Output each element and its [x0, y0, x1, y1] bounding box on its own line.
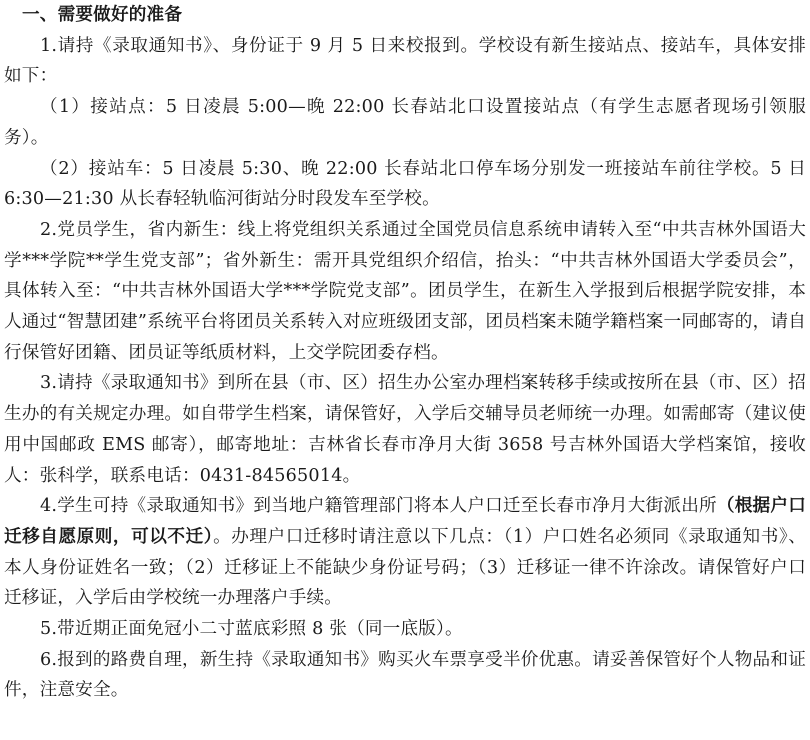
document-body	[4, 0, 806, 706]
item-4-text-start: 4.学生可持《录取通知书》到当地户籍管理部门将本人户口迁至长春市净月大街派出所	[40, 496, 717, 517]
item-6-travel-safety: 6.报到的路费自理，新生持《录取通知书》购买火车票享受半价优惠。请妥善保管好个人物品和证件，注意安全。	[4, 649, 806, 701]
item-1-arrival: 1.请持《录取通知书》、身份证于 9 月 5 日来校报到。学校设有新生接站点、接站车，具体安排如下：	[4, 35, 806, 87]
item-4-bold-note: （根据户口迁移自愿原则，可以不迁）	[4, 496, 806, 547]
item-1-shuttle-bus: （2）接站车：5 日凌晨 5:30、晚 22:00 长春站北口停车场分别发一班接站车前往学校。5 日 6:30—21:30 从长春轻轨临河街站分时段发车至学校。	[4, 158, 806, 210]
item-4-household-registration	[4, 491, 806, 614]
item-3-student-file: 3.请持《录取通知书》到所在县（市、区）招生办公室办理档案转移手续或按所在县（市、区）招生办的有关规定办理。如自带学生档案，请保管好，入学后交辅导员老师统一办理。如需邮寄（建议使用中国邮政 EMS 邮寄），邮寄地址：吉林省长春市净月大街 3658 号吉林外国语大学档案馆，接收人：张科学，联系电话：0431-84565014。	[4, 373, 806, 486]
item-5-photos: 5.带近期正面免冠小二寸蓝底彩照 8 张（同一底版）。	[40, 619, 463, 640]
item-2-party-league-transfer: 2.党员学生，省内新生：线上将党组织关系通过全国党员信息系统申请转入至“中共吉林外国语大学***学院**学生党支部”；省外新生：需开具党组织介绍信，抬头：“中共吉林外国语大学委员会”，具体转入至：“中共吉林外国语大学***学院党支部”。团员学生，在新生入学报到后根据学院安排，本人通过“智慧团建”系统平台将团员关系转入对应班级团支部，团员档案未随学籍档案一同邮寄的，请自行保管好团籍、团员证等纸质材料，上交学院团委存档。	[4, 219, 806, 363]
item-4-text-end: 。办理户口迁移时请注意以下几点：（1）户口姓名必须同《录取通知书》、本人身份证姓名一致；（2）迁移证上不能缺少身份证号码；（3）迁移证一律不许涂改。请保管好户口迁移证，入学后由学校统一办理落户手续。	[4, 526, 806, 609]
item-1-pickup-point: （1）接站点：5 日凌晨 5:00—晚 22:00 长春站北口设置接站点（有学生志愿者现场引领服务）。	[4, 97, 806, 148]
section-heading: 一、需要做好的准备	[22, 5, 183, 25]
